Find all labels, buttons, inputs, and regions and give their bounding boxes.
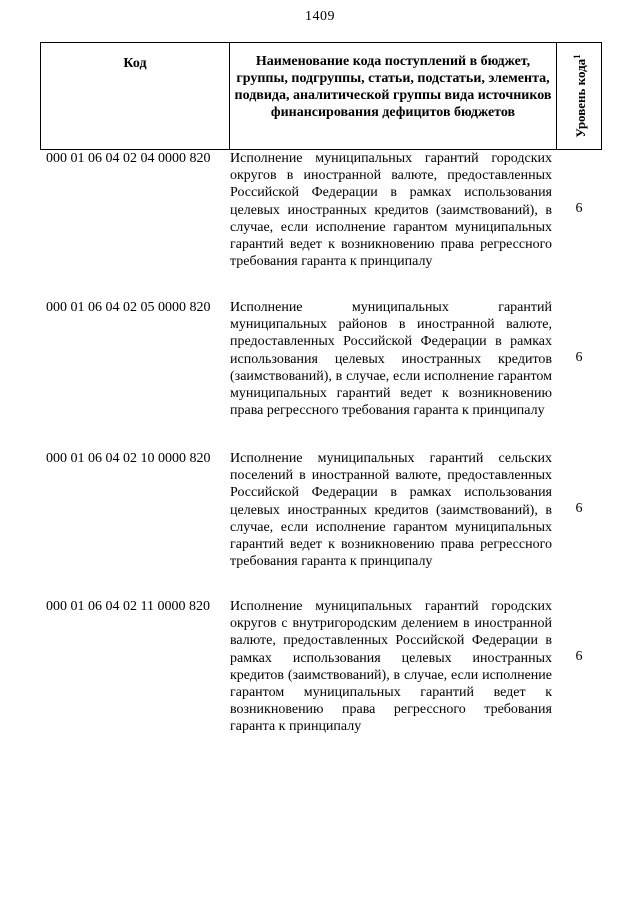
row-code: 000 01 06 04 02 11 0000 820 xyxy=(46,599,210,614)
row-code: 000 01 06 04 02 05 0000 820 xyxy=(46,300,211,315)
header-level-label: Уровень кода xyxy=(573,58,589,138)
row-description: Исполнение муниципальных гарантий сельских поселений в иностранной валюте, предоставленных Российской Федерации в рамках использования целевых иностранных кредитов (заимствований), в случае, если исполнение гарантом муниципальных гарантий ведет к возникновению права регрессного требования гаранта к принципалу xyxy=(230,451,552,570)
header-code: Код xyxy=(41,43,230,149)
row-code: 000 01 06 04 02 10 0000 820 xyxy=(46,451,211,466)
table-header xyxy=(40,42,602,150)
header-level-footnote: 1 xyxy=(571,54,582,59)
page-number: 1409 xyxy=(305,9,335,24)
row-description: Исполнение муниципальных гарантий городских округов в иностранной валюте, предоставленных Российской Федерации в рамках использования целевых иностранных кредитов (заимствований), в случае, если исполнение гарантом муниципальных гарантий ведет к возникновению права регрессного требования гаранта к принципалу xyxy=(230,151,552,270)
row-level: 6 xyxy=(575,350,583,365)
row-code: 000 01 06 04 02 04 0000 820 xyxy=(46,151,211,166)
header-level xyxy=(557,43,601,149)
row-level: 6 xyxy=(575,649,583,664)
header-level-text xyxy=(570,54,588,137)
row-level: 6 xyxy=(575,501,583,516)
row-level: 6 xyxy=(575,201,583,216)
row-description: Исполнение муниципальных гарантий муниципальных районов в иностранной валюте, предоставленных Российской Федерации в рамках использования целевых иностранных кредитов (заимствований), в случае, если исполнение гарантом муниципальных гарантий ведет к возникновению права регрессного требования гаранта к принципалу xyxy=(230,300,552,419)
row-description: Исполнение муниципальных гарантий городских округов с внутригородским делением в иностранной валюте, предоставленных Российской Федерации в рамках использования целевых иностранных кредитов (заимствований), в случае, если исполнение гарантом муниципальных гарантий ведет к возникновению права регрессного требования гаранта к принципалу xyxy=(230,599,552,735)
header-name: Наименование кода поступлений в бюджет, группы, подгруппы, статьи, подстатьи, элемента, подвида, аналитической группы вида источников финансирования дефицитов бюджетов xyxy=(230,43,557,149)
